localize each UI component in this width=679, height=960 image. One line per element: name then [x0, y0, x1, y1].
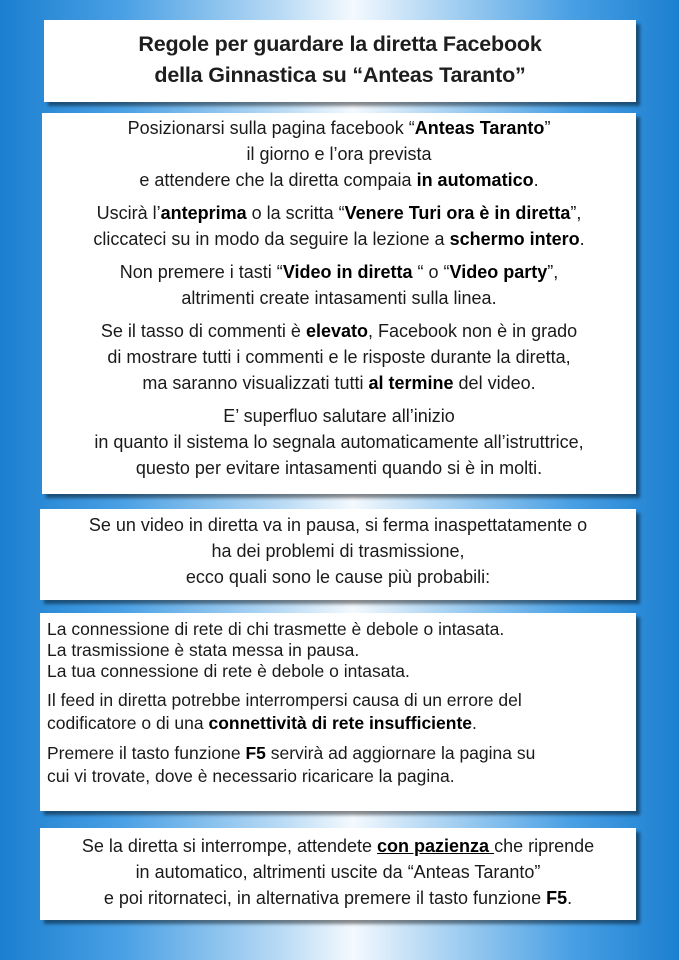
f5-tip	[47, 742, 630, 788]
text: servirà ad aggiornare la pagina su	[265, 743, 536, 763]
text: che riprende	[494, 836, 595, 856]
causes-box	[40, 613, 636, 811]
cause-item: La tua connessione di rete è debole o intasata.	[47, 661, 410, 681]
emphasis: elevato	[305, 321, 368, 341]
text: in quanto il sistema lo segnala automaticamente all’istruttrice,	[94, 432, 584, 452]
text: cui vi trovate, dove è necessario ricaricare la pagina.	[47, 766, 455, 786]
text: ma saranno visualizzati tutti	[142, 373, 369, 393]
text: Premere il tasto funzione	[47, 743, 246, 763]
text: Se il tasso di commenti è	[100, 321, 306, 341]
text: ecco quali sono le cause più probabili:	[185, 567, 491, 587]
text: Se la diretta si interrompe, attendete	[81, 836, 378, 856]
text: ”	[544, 118, 551, 138]
text: Il feed in diretta potrebbe interrompersi causa di un errore del	[47, 690, 522, 710]
text: in automatico, altrimenti uscite da “Anteas Taranto”	[135, 862, 541, 882]
text: Non premere i tasti “	[119, 262, 283, 282]
emphasis: al termine	[368, 373, 454, 393]
text: o la scritta “	[246, 203, 345, 223]
text: Uscirà l’	[96, 203, 161, 223]
page-name: Anteas Taranto	[414, 118, 545, 138]
instruction-position-page	[42, 115, 636, 193]
text: ha dei problemi di trasmissione,	[211, 541, 465, 561]
causes-list	[47, 619, 630, 682]
instruction-greeting	[42, 403, 636, 481]
pause-intro-box	[40, 509, 636, 600]
instructions-box	[42, 113, 636, 494]
text: Se un video in diretta va in pausa, si ferma inaspettatamente o	[88, 515, 588, 535]
text: cliccateci su in modo da seguire la lezione a	[93, 229, 450, 249]
text: Posizionarsi sulla pagina facebook “	[127, 118, 415, 138]
emphasis: Video in diretta	[282, 262, 413, 282]
cause-item: La connessione di rete di chi trasmette è debole o intasata.	[47, 619, 505, 639]
text: e attendere che la diretta compaia	[139, 170, 417, 190]
emphasis: Venere Turi ora è in diretta	[344, 203, 571, 223]
title-line-2: della Ginnastica su “Anteas Taranto”	[154, 63, 526, 87]
title-line-1: Regole per guardare la diretta Facebook	[138, 32, 542, 56]
emphasis: schermo intero	[449, 229, 580, 249]
instruction-do-not-press	[42, 259, 636, 311]
interruption-box	[40, 828, 636, 920]
text: e poi ritornateci, in alternativa premere il tasto funzione	[103, 888, 547, 908]
emphasis: anteprima	[160, 203, 247, 223]
emphasis: in automatico	[416, 170, 534, 190]
emphasis-underlined: con pazienza	[377, 836, 495, 856]
instruction-preview	[42, 200, 636, 252]
text: ”,	[547, 262, 559, 282]
text: il giorno e l’ora prevista	[246, 144, 432, 164]
text: .	[533, 170, 539, 190]
key-f5: F5	[546, 888, 568, 908]
text: questo per evitare intasamenti quando si è in molti.	[135, 458, 543, 478]
emphasis: connettività di rete insufficiente	[208, 713, 473, 733]
text: codificatore o di una	[47, 713, 209, 733]
cause-item: La trasmissione è stata messa in pausa.	[47, 640, 360, 660]
key-f5: F5	[245, 743, 266, 763]
text: .	[472, 713, 477, 733]
title-box	[44, 20, 636, 102]
text: , Facebook non è in grado	[367, 321, 578, 341]
text: del video.	[453, 373, 536, 393]
text: .	[567, 888, 573, 908]
text: di mostrare tutti i commenti e le risposte durante la diretta,	[107, 347, 571, 367]
text: E’ superfluo salutare all’inizio	[223, 406, 455, 426]
instruction-comments	[42, 318, 636, 396]
emphasis: Video party	[449, 262, 548, 282]
text: altrimenti create intasamenti sulla linea.	[181, 288, 497, 308]
text: ”,	[570, 203, 582, 223]
interruption-text	[40, 833, 636, 911]
text: .	[579, 229, 585, 249]
text: “ o “	[412, 262, 450, 282]
cause-encoder	[47, 689, 630, 735]
